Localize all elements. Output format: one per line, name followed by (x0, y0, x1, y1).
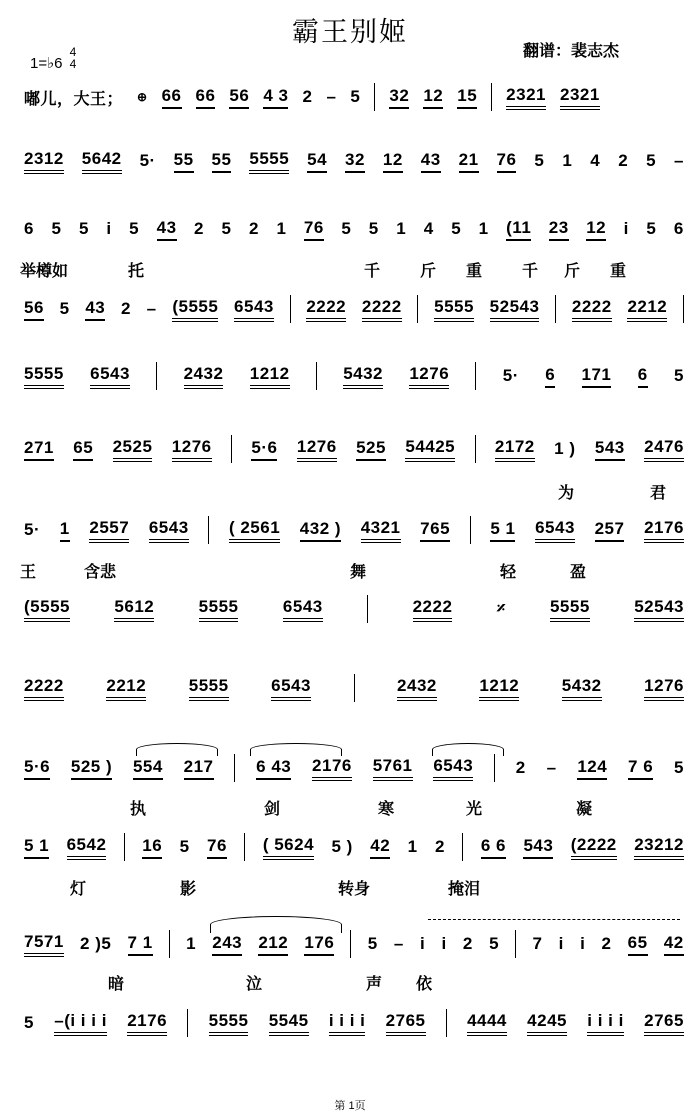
note-group: i i i i (587, 1011, 624, 1036)
note-group: –(i i i i (54, 1011, 107, 1036)
lyric: 灯 (70, 881, 87, 898)
note-group: 42 (664, 933, 684, 956)
lyric: 斤 (420, 263, 437, 280)
note-group: 5 (673, 758, 684, 777)
note-group: 1276 (644, 676, 684, 701)
note-group: 4444 (467, 1011, 507, 1036)
lyric: 重 (610, 263, 627, 280)
note-group: 2765 (386, 1011, 426, 1036)
note-group: ( 5624 (263, 835, 314, 860)
note-group: 6543 (90, 364, 130, 389)
note-group: 43 (421, 150, 441, 173)
lyric-row-7 (20, 559, 684, 581)
note-group: 5·6 (24, 757, 50, 780)
note-group: 5612 (114, 597, 154, 622)
note-group: 5545 (269, 1011, 309, 1036)
note-group: 5 (646, 151, 657, 170)
note-group: 5 (59, 299, 70, 318)
note-group: 2172 (495, 437, 535, 462)
barline (208, 516, 209, 544)
time-signature (68, 46, 78, 70)
note-group: i (580, 934, 586, 953)
note-group: 5642 (82, 149, 122, 174)
lyric: 重 (466, 263, 483, 280)
barline (244, 833, 245, 861)
note-group: 4 3 (263, 86, 288, 109)
lyric: 君 (650, 485, 667, 502)
note-group: 12 (586, 218, 606, 241)
note-group: 5 (51, 219, 62, 238)
note-group: 2321 (560, 85, 600, 110)
note-group: 6 (24, 219, 34, 238)
score-row-11 (24, 832, 684, 862)
slur (432, 743, 504, 756)
barline (462, 833, 463, 861)
score-row-10 (24, 753, 684, 783)
slur (250, 743, 342, 756)
repeat-sign-icon: 𝄎 (496, 599, 506, 618)
score-row-3 (24, 214, 684, 244)
note-group: 4 (423, 219, 434, 238)
barline (354, 674, 355, 702)
note-group: 65 (73, 438, 93, 461)
note-group: 54 (307, 150, 327, 173)
note-dash: – (674, 151, 684, 170)
lyric: 暗 (108, 976, 125, 993)
lyric: 声 (366, 976, 383, 993)
score-row-12 (24, 929, 684, 959)
repeat-barline (491, 83, 492, 111)
note-group: 5·6 (251, 438, 277, 461)
note-group: 2176 (644, 518, 684, 543)
note-group: 16 (142, 836, 162, 859)
note-group: 1276 (297, 437, 337, 462)
note-group: 2 (601, 934, 612, 953)
time-bottom: 4 (69, 57, 77, 71)
note-group: 54425 (405, 437, 455, 462)
barline (156, 362, 157, 390)
note-group: 4321 (361, 518, 401, 543)
note-group: 2 (248, 219, 259, 238)
transcriber-credit: 翻谱：裴志杰 (523, 43, 620, 60)
note-group: 2222 (306, 297, 346, 322)
note-group: 2312 (24, 149, 64, 174)
note-group: 52543 (490, 297, 540, 322)
note-group: 1276 (409, 364, 449, 389)
note-group: 5555 (24, 364, 64, 389)
note-group: i (106, 219, 112, 238)
lyric-row-6 (20, 480, 684, 502)
note-group: (2222 (571, 835, 617, 860)
time-top: 4 (69, 45, 77, 59)
lyric: 为 (558, 485, 575, 502)
note-group: 5 ) (331, 837, 353, 856)
note-group: 2 (302, 87, 313, 106)
note-group: 124 (577, 757, 607, 780)
lyric: 转身 (338, 881, 371, 898)
note-group: 5432 (343, 364, 383, 389)
barline (494, 754, 495, 782)
note-group: 2476 (644, 437, 684, 462)
barline (234, 754, 235, 782)
barline (475, 362, 476, 390)
note-group: (5555 (24, 597, 70, 622)
lyric: 凝 (576, 801, 593, 818)
note-group: 6 43 (256, 757, 291, 780)
note-group: 5 (534, 151, 545, 170)
lyric: 盈 (570, 564, 587, 581)
score-row-5 (24, 361, 684, 391)
lyric-row-11 (20, 876, 684, 898)
note-group: 5555 (209, 1011, 249, 1036)
note-group: 1212 (250, 364, 290, 389)
note-group: 2222 (362, 297, 402, 322)
note-group: 5555 (249, 149, 289, 174)
key-signature (30, 45, 77, 72)
lyric: 掩泪 (448, 881, 481, 898)
lyric-row-12 (20, 971, 684, 993)
score-row-1 (24, 82, 684, 112)
note-group: 6543 (271, 676, 311, 701)
note-group: 1 (407, 837, 418, 856)
note-group: i (558, 934, 564, 953)
note-group: 76 (497, 150, 517, 173)
barline (350, 930, 351, 958)
note-group: 55 (212, 150, 232, 173)
note-group: 6 6 (481, 836, 506, 859)
note-group: 12 (383, 150, 403, 173)
note-group: 7571 (24, 932, 64, 957)
note-group: 5 (341, 219, 352, 238)
note-group: 2 (515, 758, 526, 777)
note-group: 5555 (434, 297, 474, 322)
score-row-6 (24, 434, 684, 464)
note-group: 5· (139, 151, 156, 170)
note-group: 6 (673, 219, 684, 238)
note-group: 543 (523, 836, 553, 859)
note-group: 2 (120, 299, 131, 318)
note-group: 52543 (634, 597, 684, 622)
lyric: 斤 (564, 263, 581, 280)
note-group: 43 (85, 298, 105, 321)
barline (290, 295, 291, 323)
lyric: 轻 (500, 564, 517, 581)
note-group: 2 (435, 837, 445, 856)
note-group: 12 (423, 86, 443, 109)
note-group: 5 (350, 87, 361, 106)
note-group: 2525 (113, 437, 153, 462)
lyric-row-3 (20, 258, 684, 280)
barline (231, 435, 232, 463)
note-group: 6543 (535, 518, 575, 543)
note-group: 5 (646, 219, 657, 238)
note-group: 5 (451, 219, 462, 238)
barline (187, 1009, 188, 1037)
note-group: 5· (502, 366, 519, 385)
intro-lyric: 嘟儿，大王； (24, 90, 124, 108)
note-group: 5 (367, 934, 378, 953)
note-group: 6543 (149, 518, 189, 543)
barline (446, 1009, 447, 1037)
note-group: 5 (673, 366, 684, 385)
lyric-row-10 (20, 796, 684, 818)
lyric: 光 (466, 801, 483, 818)
note-group: 2557 (89, 518, 129, 543)
note-dash: – (146, 299, 157, 318)
note-group: 6543 (433, 756, 473, 781)
note-group: 2212 (627, 297, 667, 322)
note-group: 23212 (634, 835, 684, 860)
note-group: 76 (304, 218, 324, 241)
barline (555, 295, 556, 323)
note-group: 2176 (312, 756, 352, 781)
note-group: 6 (545, 365, 555, 388)
note-group: 5 1 (490, 519, 515, 542)
note-group: 7 6 (628, 757, 653, 780)
lyric: 泣 (246, 976, 263, 993)
note-group: 4245 (527, 1011, 567, 1036)
note-group: 212 (258, 933, 288, 956)
lyric: 王 (20, 564, 37, 581)
note-group: 43 (157, 218, 177, 241)
note-group: 56 (24, 298, 44, 321)
note-group: 6543 (283, 597, 323, 622)
slur (136, 743, 218, 756)
lyric: 含悲 (84, 564, 117, 581)
barline (683, 295, 684, 323)
lyric: 舞 (350, 564, 367, 581)
barline (367, 595, 368, 623)
note-group: 32 (345, 150, 365, 173)
lyric: 执 (130, 801, 147, 818)
note-group: 2 (194, 219, 204, 238)
lyric: 剑 (264, 801, 281, 818)
note-group: 15 (457, 86, 477, 109)
song-title: 霸王别姬 (292, 17, 408, 48)
lyric: 千 (522, 263, 539, 280)
note-group: 1212 (479, 676, 519, 701)
note-group: 76 (207, 836, 227, 859)
note-group: 5 (221, 219, 232, 238)
note-group: 525 ) (71, 757, 112, 780)
note-group: 554 (133, 757, 163, 780)
note-group: 7 1 (128, 933, 153, 956)
note-dash: – (393, 934, 404, 953)
note-group: 525 (356, 438, 386, 461)
note-group: 1 (60, 519, 70, 542)
note-group: 56 (229, 86, 249, 109)
note-group: 2176 (127, 1011, 167, 1036)
note-dash: – (546, 758, 557, 777)
note-group: (11 (506, 218, 531, 241)
score-row-9 (24, 673, 684, 703)
note-group: 2432 (397, 676, 437, 701)
note-group: 2222 (413, 597, 453, 622)
note-group: 2 (462, 934, 473, 953)
note-dash: – (326, 87, 337, 106)
note-group: 5 (129, 219, 140, 238)
note-group: 2432 (184, 364, 224, 389)
page-number: 第 1页 (334, 1100, 366, 1112)
note-group: 6543 (234, 297, 274, 322)
note-group: 21 (459, 150, 479, 173)
score-row-7 (24, 515, 684, 545)
barline (169, 930, 170, 958)
note-group: 2 )5 (80, 934, 112, 953)
barline (515, 930, 516, 958)
note-group: 765 (420, 519, 450, 542)
barline (316, 362, 317, 390)
barline (475, 435, 476, 463)
note-group: 2 (618, 151, 629, 170)
key-label: 1=♭6 (30, 55, 63, 72)
note-group: ( 2561 (229, 518, 280, 543)
note-group: 1 (396, 219, 407, 238)
lyric: 影 (180, 881, 197, 898)
note-group: 65 (628, 933, 648, 956)
note-group: 217 (184, 757, 214, 780)
note-group: 176 (304, 933, 334, 956)
note-group: 6 (638, 365, 648, 388)
note-group: 5 1 (24, 836, 49, 859)
note-group: 7 (532, 934, 543, 953)
note-group: 2222 (24, 676, 64, 701)
note-group: 1 (478, 219, 489, 238)
barline (417, 295, 418, 323)
note-group: i (623, 219, 629, 238)
note-group: i i i i (329, 1011, 366, 1036)
note-group: 5 (489, 934, 500, 953)
note-group: 171 (582, 365, 612, 388)
note-group: 5555 (189, 676, 229, 701)
note-group: 55 (174, 150, 194, 173)
note-group: i (420, 934, 426, 953)
barline (470, 516, 471, 544)
note-group: 2765 (644, 1011, 684, 1036)
note-group: i (441, 934, 447, 953)
note-group: 2222 (572, 297, 612, 322)
note-group: 5 (78, 219, 89, 238)
note-group: 5555 (550, 597, 590, 622)
note-group: 4 (590, 151, 601, 170)
note-group: 432 ) (300, 519, 341, 542)
note-group: 1 (186, 934, 197, 953)
lyric: 千 (364, 263, 381, 280)
lyric: 依 (416, 976, 433, 993)
note-group: 1 (562, 151, 573, 170)
score-row-8 (24, 594, 684, 624)
note-group: 2212 (106, 676, 146, 701)
score-row-13 (24, 1008, 684, 1038)
note-group: 1 (276, 219, 287, 238)
octave-dashed-line (428, 919, 680, 920)
note-group: 23 (549, 218, 569, 241)
note-group: 5761 (373, 756, 413, 781)
score-row-4 (24, 294, 684, 324)
note-group: 1 ) (554, 439, 576, 458)
note-group: 5 (368, 219, 379, 238)
note-group: (5555 (172, 297, 218, 322)
note-group: 2321 (506, 85, 546, 110)
note-group: 66 (162, 86, 182, 109)
note-group: 42 (370, 836, 390, 859)
note-group: 5 (24, 1013, 34, 1032)
note-group: 5555 (199, 597, 239, 622)
note-group: 32 (389, 86, 409, 109)
lyric: 托 (128, 263, 145, 280)
note-group: 271 (24, 438, 54, 461)
lyric: 寒 (378, 801, 395, 818)
note-group: 5432 (562, 676, 602, 701)
note-group: 243 (212, 933, 242, 956)
note-group: 66 (196, 86, 216, 109)
note-group: 257 (595, 519, 625, 542)
repeat-barline (374, 83, 375, 111)
score-row-2 (24, 146, 684, 176)
note-group: 6542 (67, 835, 107, 860)
segno-icon: ⊕ (137, 90, 148, 104)
note-group: 5· (24, 520, 41, 539)
barline (124, 833, 125, 861)
note-group: 543 (595, 438, 625, 461)
note-group: 1276 (172, 437, 212, 462)
note-group: 5 (179, 837, 190, 856)
lyric: 举樽如 (20, 263, 69, 280)
